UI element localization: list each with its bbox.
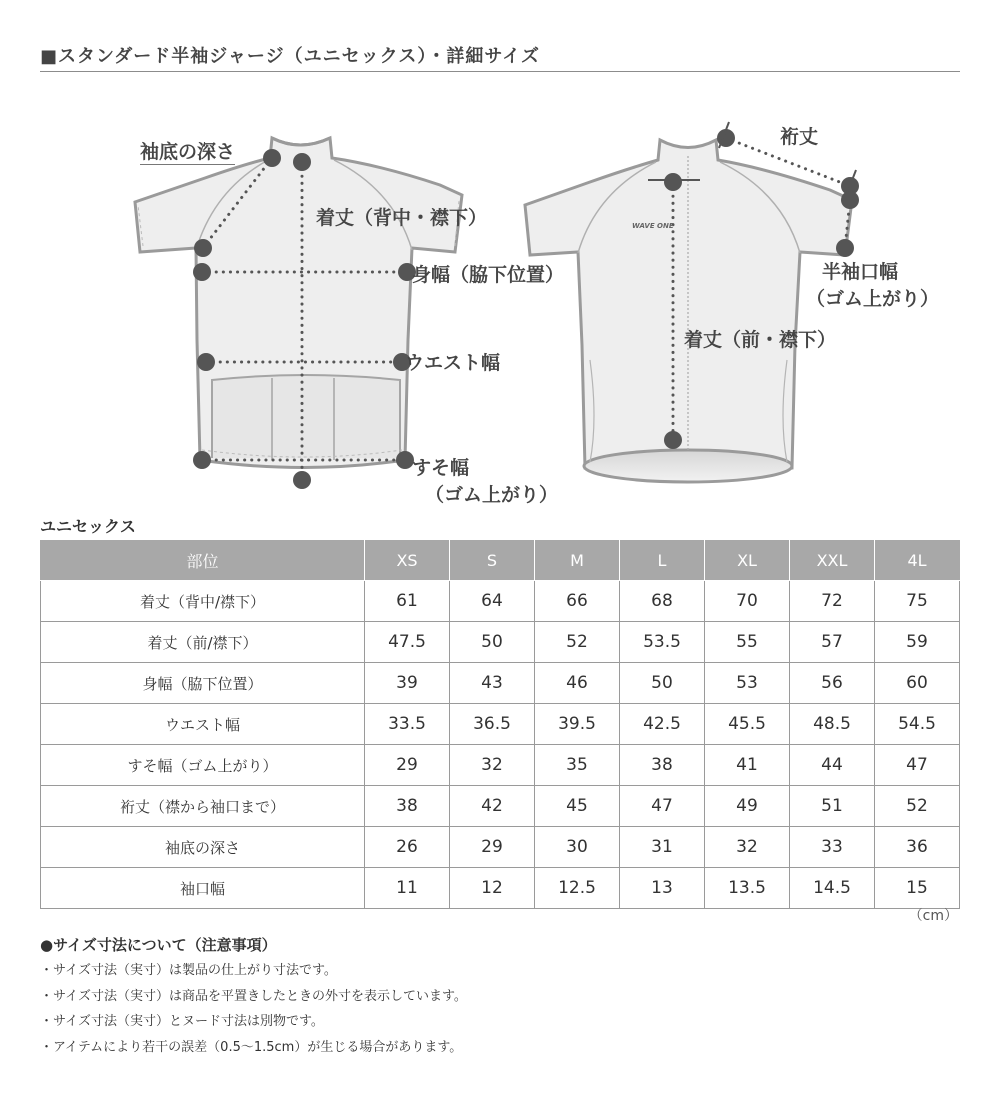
size-value-cell: 36.5 (450, 704, 535, 745)
size-value-cell: 33 (790, 827, 875, 868)
front-jersey (525, 140, 852, 482)
size-value-cell: 11 (365, 868, 450, 909)
size-value-cell: 72 (790, 581, 875, 622)
size-value-cell: 43 (450, 663, 535, 704)
row-part-label: 着丈（背中/襟下） (41, 581, 365, 622)
size-value-cell: 33.5 (365, 704, 450, 745)
size-value-cell: 38 (620, 745, 705, 786)
back-jersey (135, 138, 462, 468)
size-value-cell: 46 (535, 663, 620, 704)
size-value-cell: 47 (875, 745, 960, 786)
size-value-cell: 53 (705, 663, 790, 704)
label-sleeve-length: 裄丈 (780, 126, 819, 148)
label-cuff-width: 半袖口幅 (822, 261, 899, 283)
header-size: L (620, 540, 705, 581)
size-value-cell: 13 (620, 868, 705, 909)
table-row (41, 704, 960, 745)
row-part-label: 身幅（脇下位置） (41, 663, 365, 704)
label-length-back: 着丈（背中・襟下） (316, 207, 488, 229)
header-size: XS (365, 540, 450, 581)
title-divider (40, 71, 960, 72)
note-item: ・サイズ寸法（実寸）は商品を平置きしたときの外寸を表示しています。 (40, 988, 467, 1004)
table-row (41, 663, 960, 704)
notes-list (40, 962, 467, 1064)
size-value-cell: 41 (705, 745, 790, 786)
size-value-cell: 56 (790, 663, 875, 704)
size-value-cell: 59 (875, 622, 960, 663)
size-value-cell: 39 (365, 663, 450, 704)
table-row (41, 827, 960, 868)
size-value-cell: 55 (705, 622, 790, 663)
size-value-cell: 13.5 (705, 868, 790, 909)
header-size: M (535, 540, 620, 581)
size-value-cell: 29 (450, 827, 535, 868)
brand-logo: WAVE ONE (632, 222, 674, 230)
size-value-cell: 57 (790, 622, 875, 663)
label-waist-width: ウエスト幅 (405, 352, 501, 374)
size-value-cell: 47 (620, 786, 705, 827)
note-item: ・サイズ寸法（実寸）とヌード寸法は別物です。 (40, 1014, 324, 1029)
size-value-cell: 48.5 (790, 704, 875, 745)
size-value-cell: 35 (535, 745, 620, 786)
label-hem-elastic: （ゴム上がり） (425, 484, 559, 506)
size-value-cell: 51 (790, 786, 875, 827)
size-value-cell: 50 (620, 663, 705, 704)
row-part-label: ウエスト幅 (41, 704, 365, 745)
size-value-cell: 45 (535, 786, 620, 827)
size-value-cell: 45.5 (705, 704, 790, 745)
size-value-cell: 75 (875, 581, 960, 622)
size-value-cell: 32 (705, 827, 790, 868)
header-size: XL (705, 540, 790, 581)
label-length-front: 着丈（前・襟下） (684, 329, 837, 351)
size-value-cell: 47.5 (365, 622, 450, 663)
note-item: ・アイテムにより若干の誤差（0.5～1.5cm）が生じる場合があります。 (40, 1039, 463, 1055)
size-value-cell: 12.5 (535, 868, 620, 909)
size-value-cell: 12 (450, 868, 535, 909)
size-value-cell: 52 (875, 786, 960, 827)
size-value-cell: 64 (450, 581, 535, 622)
page-title: ■スタンダード半袖ジャージ（ユニセックス）・詳細サイズ (40, 46, 540, 67)
size-value-cell: 39.5 (535, 704, 620, 745)
section-heading: ユニセックス (40, 517, 136, 536)
label-sleeve-depth: 袖底の深さ (140, 137, 235, 165)
table-row (41, 622, 960, 663)
label-cuff-elastic: （ゴム上がり） (806, 288, 940, 310)
label-chest-width: 身幅（脇下位置） (412, 264, 565, 286)
size-value-cell: 26 (365, 827, 450, 868)
size-value-cell: 38 (365, 786, 450, 827)
size-value-cell: 42.5 (620, 704, 705, 745)
note-item: ・サイズ寸法（実寸）は製品の仕上がり寸法です。 (40, 963, 337, 978)
size-value-cell: 61 (365, 581, 450, 622)
size-value-cell: 14.5 (790, 868, 875, 909)
header-part: 部位 (41, 540, 365, 581)
size-value-cell: 66 (535, 581, 620, 622)
table-row (41, 868, 960, 909)
size-value-cell: 42 (450, 786, 535, 827)
size-value-cell: 44 (790, 745, 875, 786)
size-value-cell: 54.5 (875, 704, 960, 745)
size-value-cell: 36 (875, 827, 960, 868)
table-row (41, 581, 960, 622)
unit-note: （cm） (908, 908, 958, 924)
size-value-cell: 52 (535, 622, 620, 663)
size-table (40, 540, 960, 909)
header-size: S (450, 540, 535, 581)
size-value-cell: 70 (705, 581, 790, 622)
row-part-label: 袖口幅 (41, 868, 365, 909)
size-value-cell: 15 (875, 868, 960, 909)
size-value-cell: 32 (450, 745, 535, 786)
size-value-cell: 50 (450, 622, 535, 663)
table-row (41, 786, 960, 827)
header-size: XXL (790, 540, 875, 581)
size-value-cell: 68 (620, 581, 705, 622)
table-row (41, 745, 960, 786)
row-part-label: 裄丈（襟から袖口まで） (41, 786, 365, 827)
table-header-row (41, 540, 960, 581)
size-value-cell: 30 (535, 827, 620, 868)
row-part-label: 着丈（前/襟下） (41, 622, 365, 663)
row-part-label: 袖底の深さ (41, 827, 365, 868)
header-size: 4L (875, 540, 960, 581)
label-hem-width: すそ幅 (412, 457, 470, 479)
size-value-cell: 60 (875, 663, 960, 704)
size-value-cell: 53.5 (620, 622, 705, 663)
row-part-label: すそ幅（ゴム上がり） (41, 745, 365, 786)
notes-heading: ●サイズ寸法について（注意事項） (40, 936, 277, 954)
jersey-diagram (0, 100, 1000, 510)
size-value-cell: 31 (620, 827, 705, 868)
size-value-cell: 29 (365, 745, 450, 786)
size-value-cell: 49 (705, 786, 790, 827)
